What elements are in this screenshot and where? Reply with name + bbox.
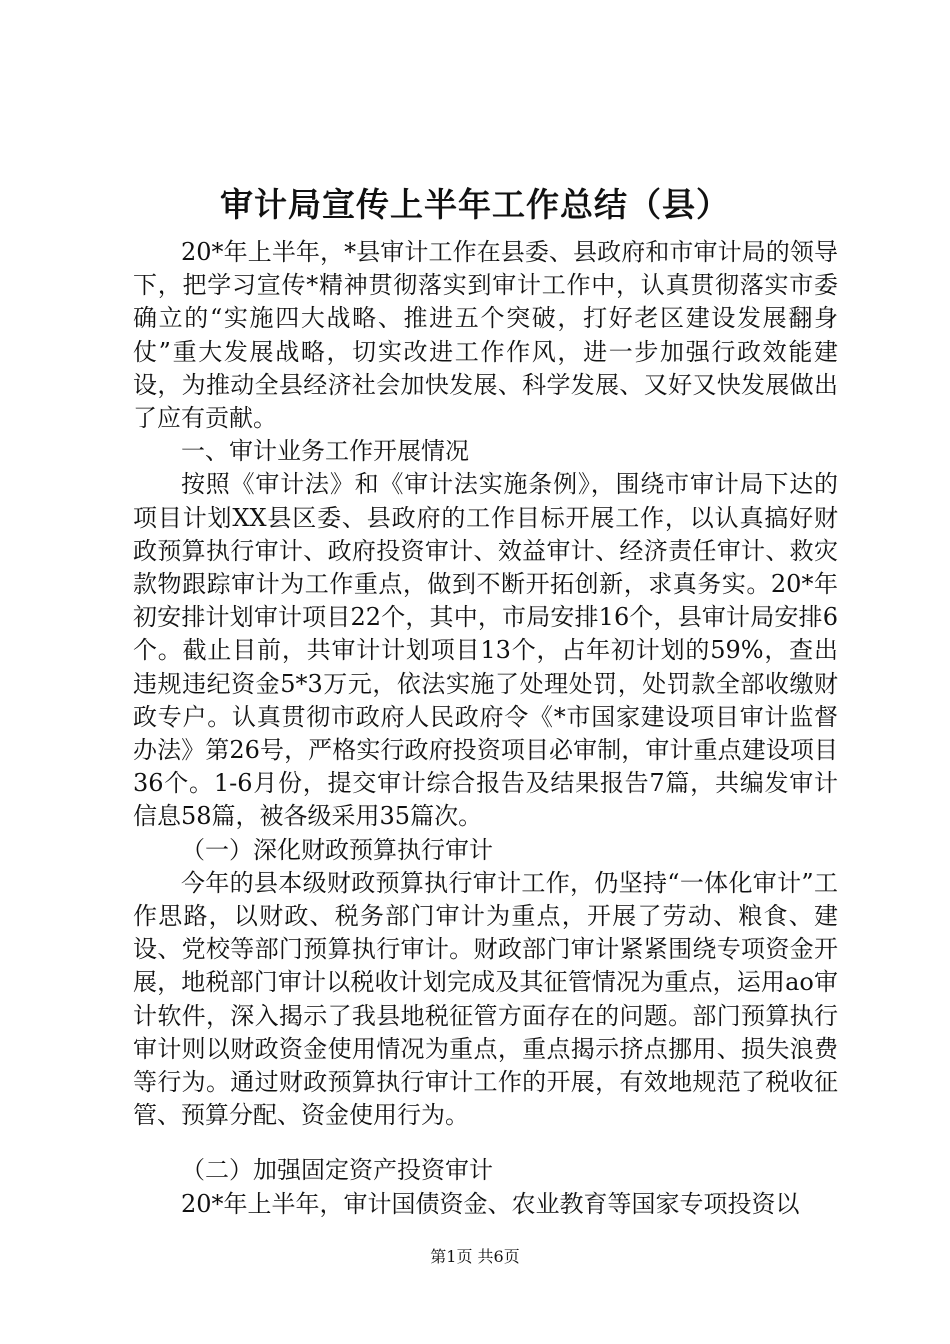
subsection-heading-1: （一）深化财政预算执行审计 <box>181 835 493 864</box>
section-heading-1: 一、审计业务工作开展情况 <box>181 437 469 466</box>
paragraph-investment-audit: 20*年上半年，审计国债资金、农业教育等国家专项投资以 <box>181 1189 800 1218</box>
paragraph-budget-audit: 今年的县本级财政预算执行审计工作，仍坚持“一体化审计”工作思路，以财政、税务部门审计为重点，开展了劳动、粮食、建设、党校等部门预算执行审计。财政部门审计紧紧围绕专项资金开展，地税部门审计以税收计划完成及其征管情况为重点，运用ao审计软件，深入揭示了我县地税征管方面存在的问题。部门预算执行审计则以财政资金使用情况为重点，重点揭示挤点挪用、损失浪费等行为。通过财政预算执行审计工作的开展，有效地规范了税收征管、预算分配、资金使用行为。 <box>133 868 838 1130</box>
subsection-heading-2: （二）加强固定资产投资审计 <box>181 1156 493 1185</box>
paragraph-audit-overview: 按照《审计法》和《审计法实施条例》，围绕市审计局下达的项目计划XX县区委、县政府的工作目标开展工作，以认真搞好财政预算执行审计、政府投资审计、效益审计、经济责任审计、救灾款物跟踪审计为工作重点，做到不断开拓创新，求真务实。20*年初安排计划审计项目22个，其中，市局安排16个，县审计局安排6个。截止目前，共审计计划项目13个，占年初计划的59%，查出违规违纪资金5*3万元，依法实施了处理处罚，处罚款全部收缴财政专户。认真贯彻市政府人民政府令《*市国家建设项目审计监督办法》第26号，严格实行政府投资项目必审制，审计重点建设项目36个。1-6月份，提交审计综合报告及结果报告7篇，共编发审计信息58篇，被各级采用35篇次。 <box>133 470 838 831</box>
document-title: 审计局宣传上半年工作总结（县） <box>220 185 730 224</box>
paragraph-intro: 20*年上半年，*县审计工作在县委、县政府和市审计局的领导下，把学习宣传*精神贯彻落实到审计工作中，认真贯彻落实市委确立的“实施四大战略、推进五个突破，打好老区建设发展翻身仗”重大发展战略，切实改进工作作风，进一步加强行政效能建设，为推动全县经济社会加快发展、科学发展、又好又快发展做出了应有贡献。 <box>133 238 838 433</box>
page-footer: 第1页 共6页 <box>430 1247 520 1266</box>
document-body <box>133 236 838 1221</box>
